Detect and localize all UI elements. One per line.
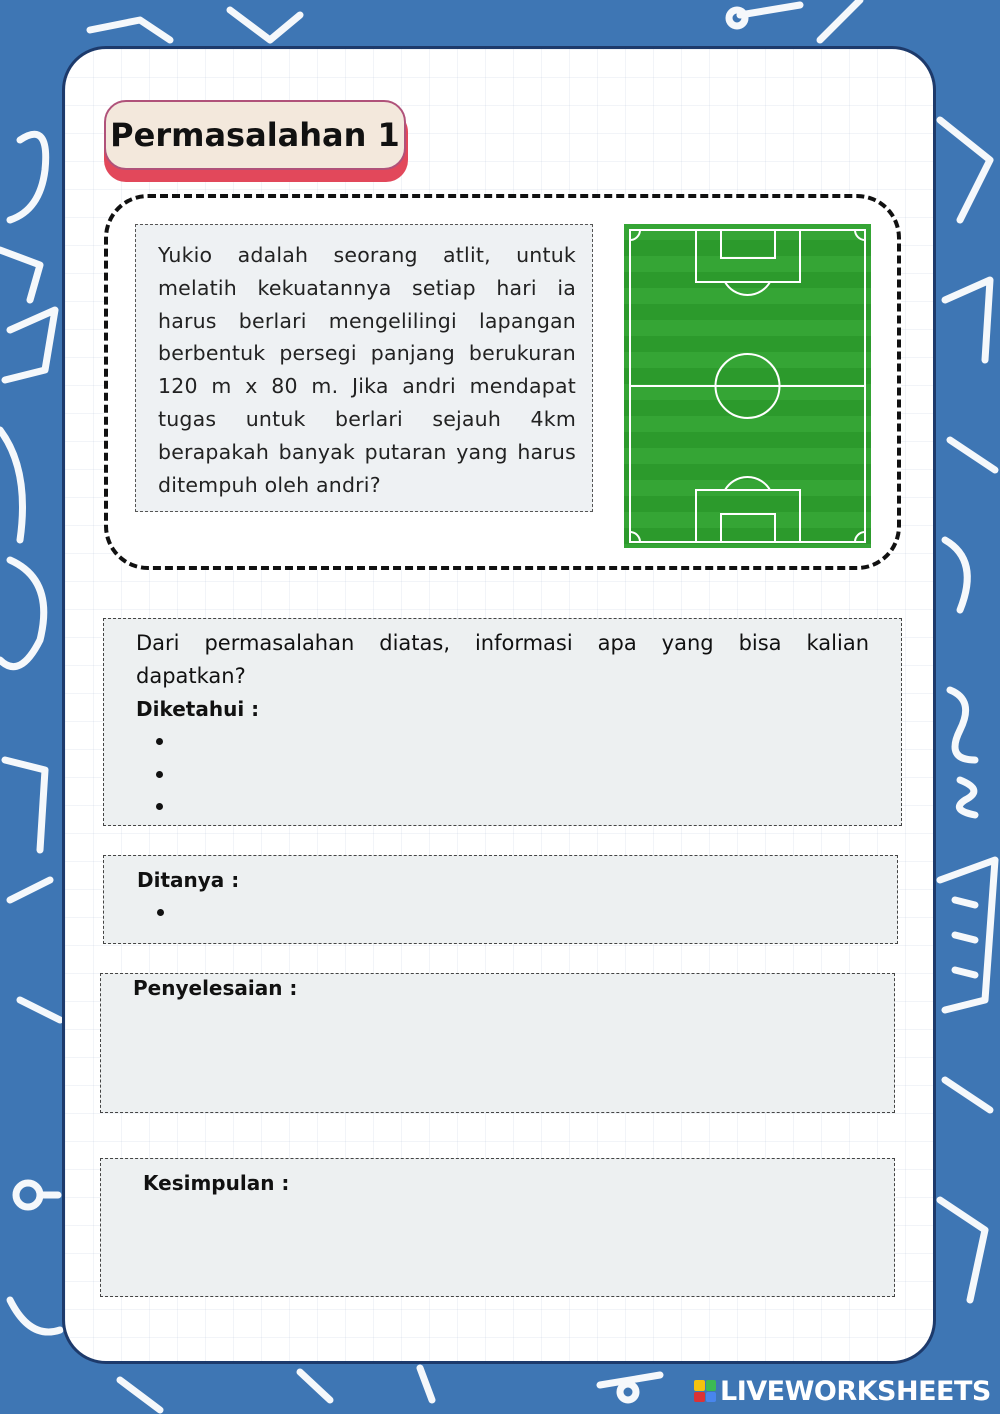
known-item[interactable] [156, 725, 869, 758]
known-list [136, 725, 869, 823]
conclusion-label: Kesimpulan : [143, 1171, 290, 1195]
liveworksheets-brand [694, 1374, 994, 1408]
info-question: Dari permasalahan diatas, informasi apa yang bisa kalian dapatkan? [136, 631, 869, 688]
known-item[interactable] [156, 758, 869, 791]
asked-label: Ditanya : [137, 868, 240, 892]
solution-label: Penyelesaian : [133, 976, 298, 1000]
known-item[interactable] [156, 790, 869, 823]
asked-list [137, 896, 865, 929]
liveworksheets-logo-icon [694, 1380, 716, 1402]
problem-statement: Yukio adalah seorang atlit, untuk melatih kekuatannya setiap hari ia harus berlari mengelilingi lapangan berbentuk persegi panjang berukuran 120 m x 80 m. Jika andri mendapat tugas untuk berlari sejauh 4km berapakah banyak putaran yang harus ditempuh oleh andri? [135, 224, 593, 512]
asked-item[interactable] [157, 896, 865, 929]
asked-section [103, 855, 898, 944]
info-section [103, 618, 902, 826]
brand-name: LIVEWORKSHEETS [720, 1375, 991, 1407]
solution-section[interactable] [100, 973, 895, 1113]
conclusion-section[interactable] [100, 1158, 895, 1297]
title-tab [104, 100, 408, 180]
soccer-field-icon [624, 224, 871, 548]
page-title: Permasalahan 1 [104, 100, 406, 170]
known-label: Diketahui : [136, 697, 260, 721]
